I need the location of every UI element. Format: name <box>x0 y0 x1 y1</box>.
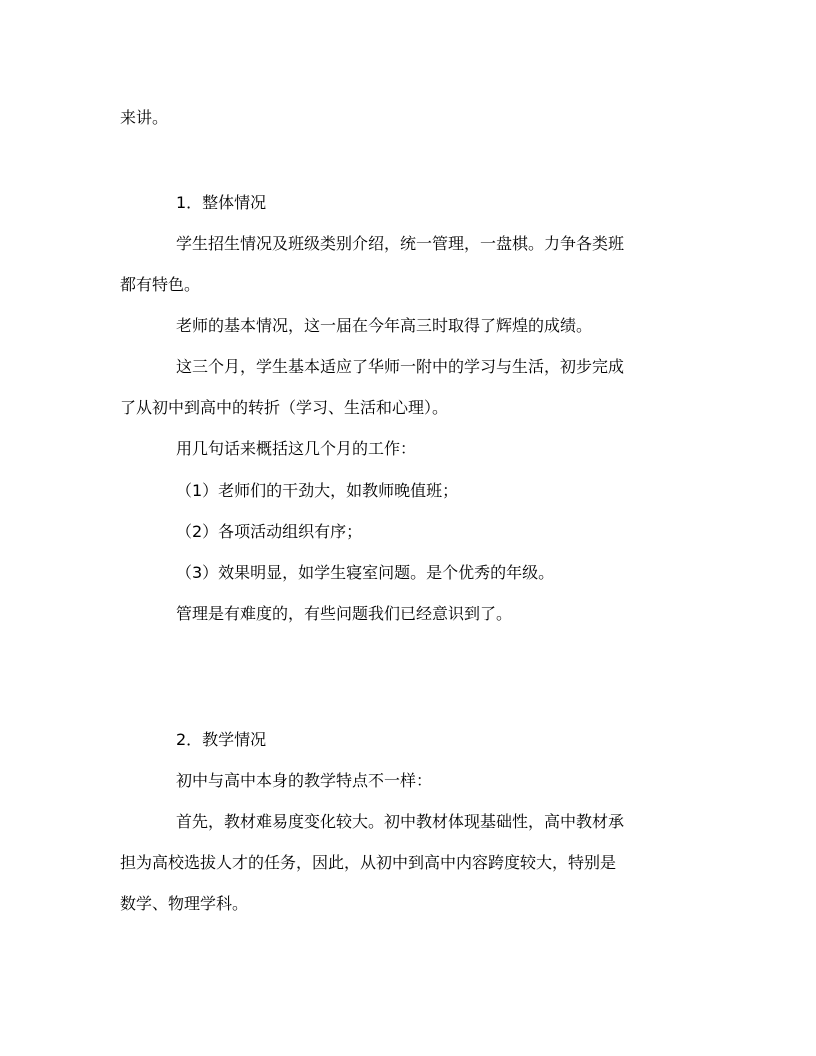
section1-paragraph4: 用几句话来概括这几个月的工作： <box>176 439 417 458</box>
section2-paragraph2-line3: 数学、物理学科。 <box>120 894 249 913</box>
list-item: （2）各项活动组织有序； <box>176 522 363 541</box>
section2-paragraph1: 初中与高中本身的教学特点不一样： <box>176 771 433 790</box>
section1-paragraph2: 老师的基本情况，这一届在今年高三时取得了辉煌的成绩。 <box>176 316 593 335</box>
section2-paragraph2-line1: 首先，教材难易度变化较大。初中教材体现基础性，高中教材承 <box>176 812 625 831</box>
list-item: （1）老师们的干劲大，如教师晚值班； <box>176 481 459 500</box>
section2-heading: 2．教学情况 <box>176 730 267 749</box>
section1-paragraph1-line2: 都有特色。 <box>120 275 201 294</box>
section1-heading: 1．整体情况 <box>176 193 267 212</box>
list-item: （3）效果明显，如学生寝室问题。是个优秀的年级。 <box>176 563 555 582</box>
section1-paragraph1-line1: 学生招生情况及班级类别介绍，统一管理，一盘棋。力争各类班 <box>176 234 625 253</box>
section1-paragraph3-line1: 这三个月，学生基本适应了华师一附中的学习与生活，初步完成 <box>176 357 625 376</box>
continuation-text: 来讲。 <box>120 108 169 127</box>
section1-paragraph5: 管理是有难度的，有些问题我们已经意识到了。 <box>176 604 513 623</box>
section1-paragraph3-line2: 了从初中到高中的转折（学习、生活和心理）。 <box>120 398 449 417</box>
section2-paragraph2-line2: 担为高校选拔人才的任务，因此，从初中到高中内容跨度较大，特别是 <box>120 853 617 872</box>
